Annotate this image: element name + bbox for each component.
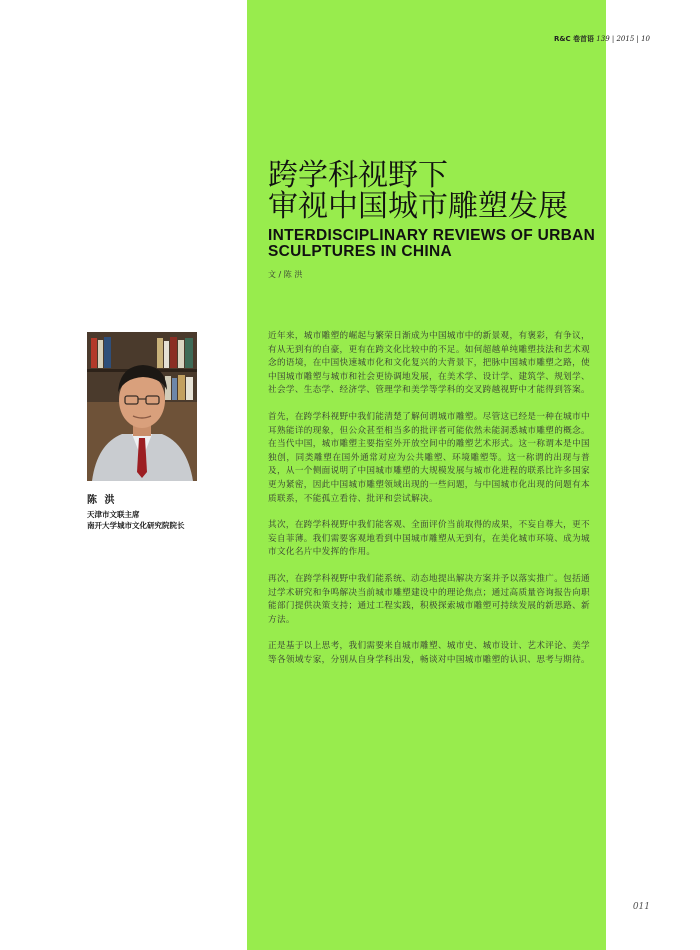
paragraph-5: 正是基于以上思考，我们需要来自城市雕塑、城市史、城市设计、艺术评论、美学等各领域专家，分别从自身学科出发，畅谈对中国城市雕塑的认识、思考与期待。 (268, 641, 590, 665)
title-line-1: 跨学科视野下 (268, 158, 448, 193)
byline: 文 / 陈 洪 (268, 270, 303, 279)
paragraph-1: 近年来，城市雕塑的崛起与繁荣日渐成为中国城市中的新景观，有褒彩，有争议，有从无到有的自豪，更有在跨文化比较中的不足。如何超越单纯雕塑技法和艺术观念的语境，在中国快速城市化和文化复兴的大背景下，把脉中国城市雕塑之路，使中国城市雕塑与城市和社会更协调地发展，在美术学、设计学、建筑学、规划学、社会学、生态学、经济学、管理学和美学等学科的交叉跨越视野中才能得到答案。 (268, 331, 590, 396)
article-body (268, 330, 590, 680)
running-header (554, 34, 650, 44)
article-title-english: INTERDISCIPLINARY REVIEWS OF URBAN SCULPTURES IN CHINA (268, 227, 596, 260)
author-name: 陈 洪 (87, 495, 117, 506)
author-affiliation (87, 509, 185, 531)
paragraph-2: 首先，在跨学科视野中我们能清楚了解何谓城市雕塑。尽管这已经是一种在城市中耳熟能详的现象，但公众甚至相当多的批评者可能依然未能洞悉城市雕塑的概念。在当代中国，城市雕塑主要指室外开放空间中的雕塑艺术形式。这一称谓本是中国独创，同类雕塑在国外通常对应为公共雕塑、环境雕塑等。这一称谓的出现与普及，从一个侧面说明了中国城市雕塑的大规模发展与城市化进程的联系比许多国家更为紧密，因此中国城市雕塑领域出现的一些问题，与中国城市化出现的问题有本质联系，不能孤立看待、批评和尝试解决。 (268, 411, 590, 504)
author-title-line-2: 南开大学城市文化研究院院长 (87, 521, 185, 530)
page-number: 011 (632, 902, 650, 912)
issue-info: 139 | 2015 | 10 (596, 35, 650, 43)
author-title-line-1: 天津市文联主席 (87, 510, 140, 519)
title-line-2: 审视中国城市雕塑发展 (268, 189, 568, 224)
paragraph-4: 再次，在跨学科视野中我们能系统、动态地提出解决方案并予以落实推广。包括通过学术研究和争鸣解决当前城市雕塑建设中的理论焦点；通过高质量咨询报告向职能部门提供决策支持；通过工程实践，积极探索城市雕塑可持续发展的新思路、新方法。 (268, 573, 590, 625)
section-label: R&C 卷首语 (553, 35, 595, 43)
author-photo (87, 332, 197, 481)
paragraph-3: 其次，在跨学科视野中我们能客观、全面评价当前取得的成果，不妄自尊大，更不妄自菲薄。我们需要客观地看到中国城市雕塑从无到有，在美化城市环境、成为城市文化名片中发挥的作用。 (268, 520, 590, 558)
article-title-chinese (268, 160, 568, 222)
